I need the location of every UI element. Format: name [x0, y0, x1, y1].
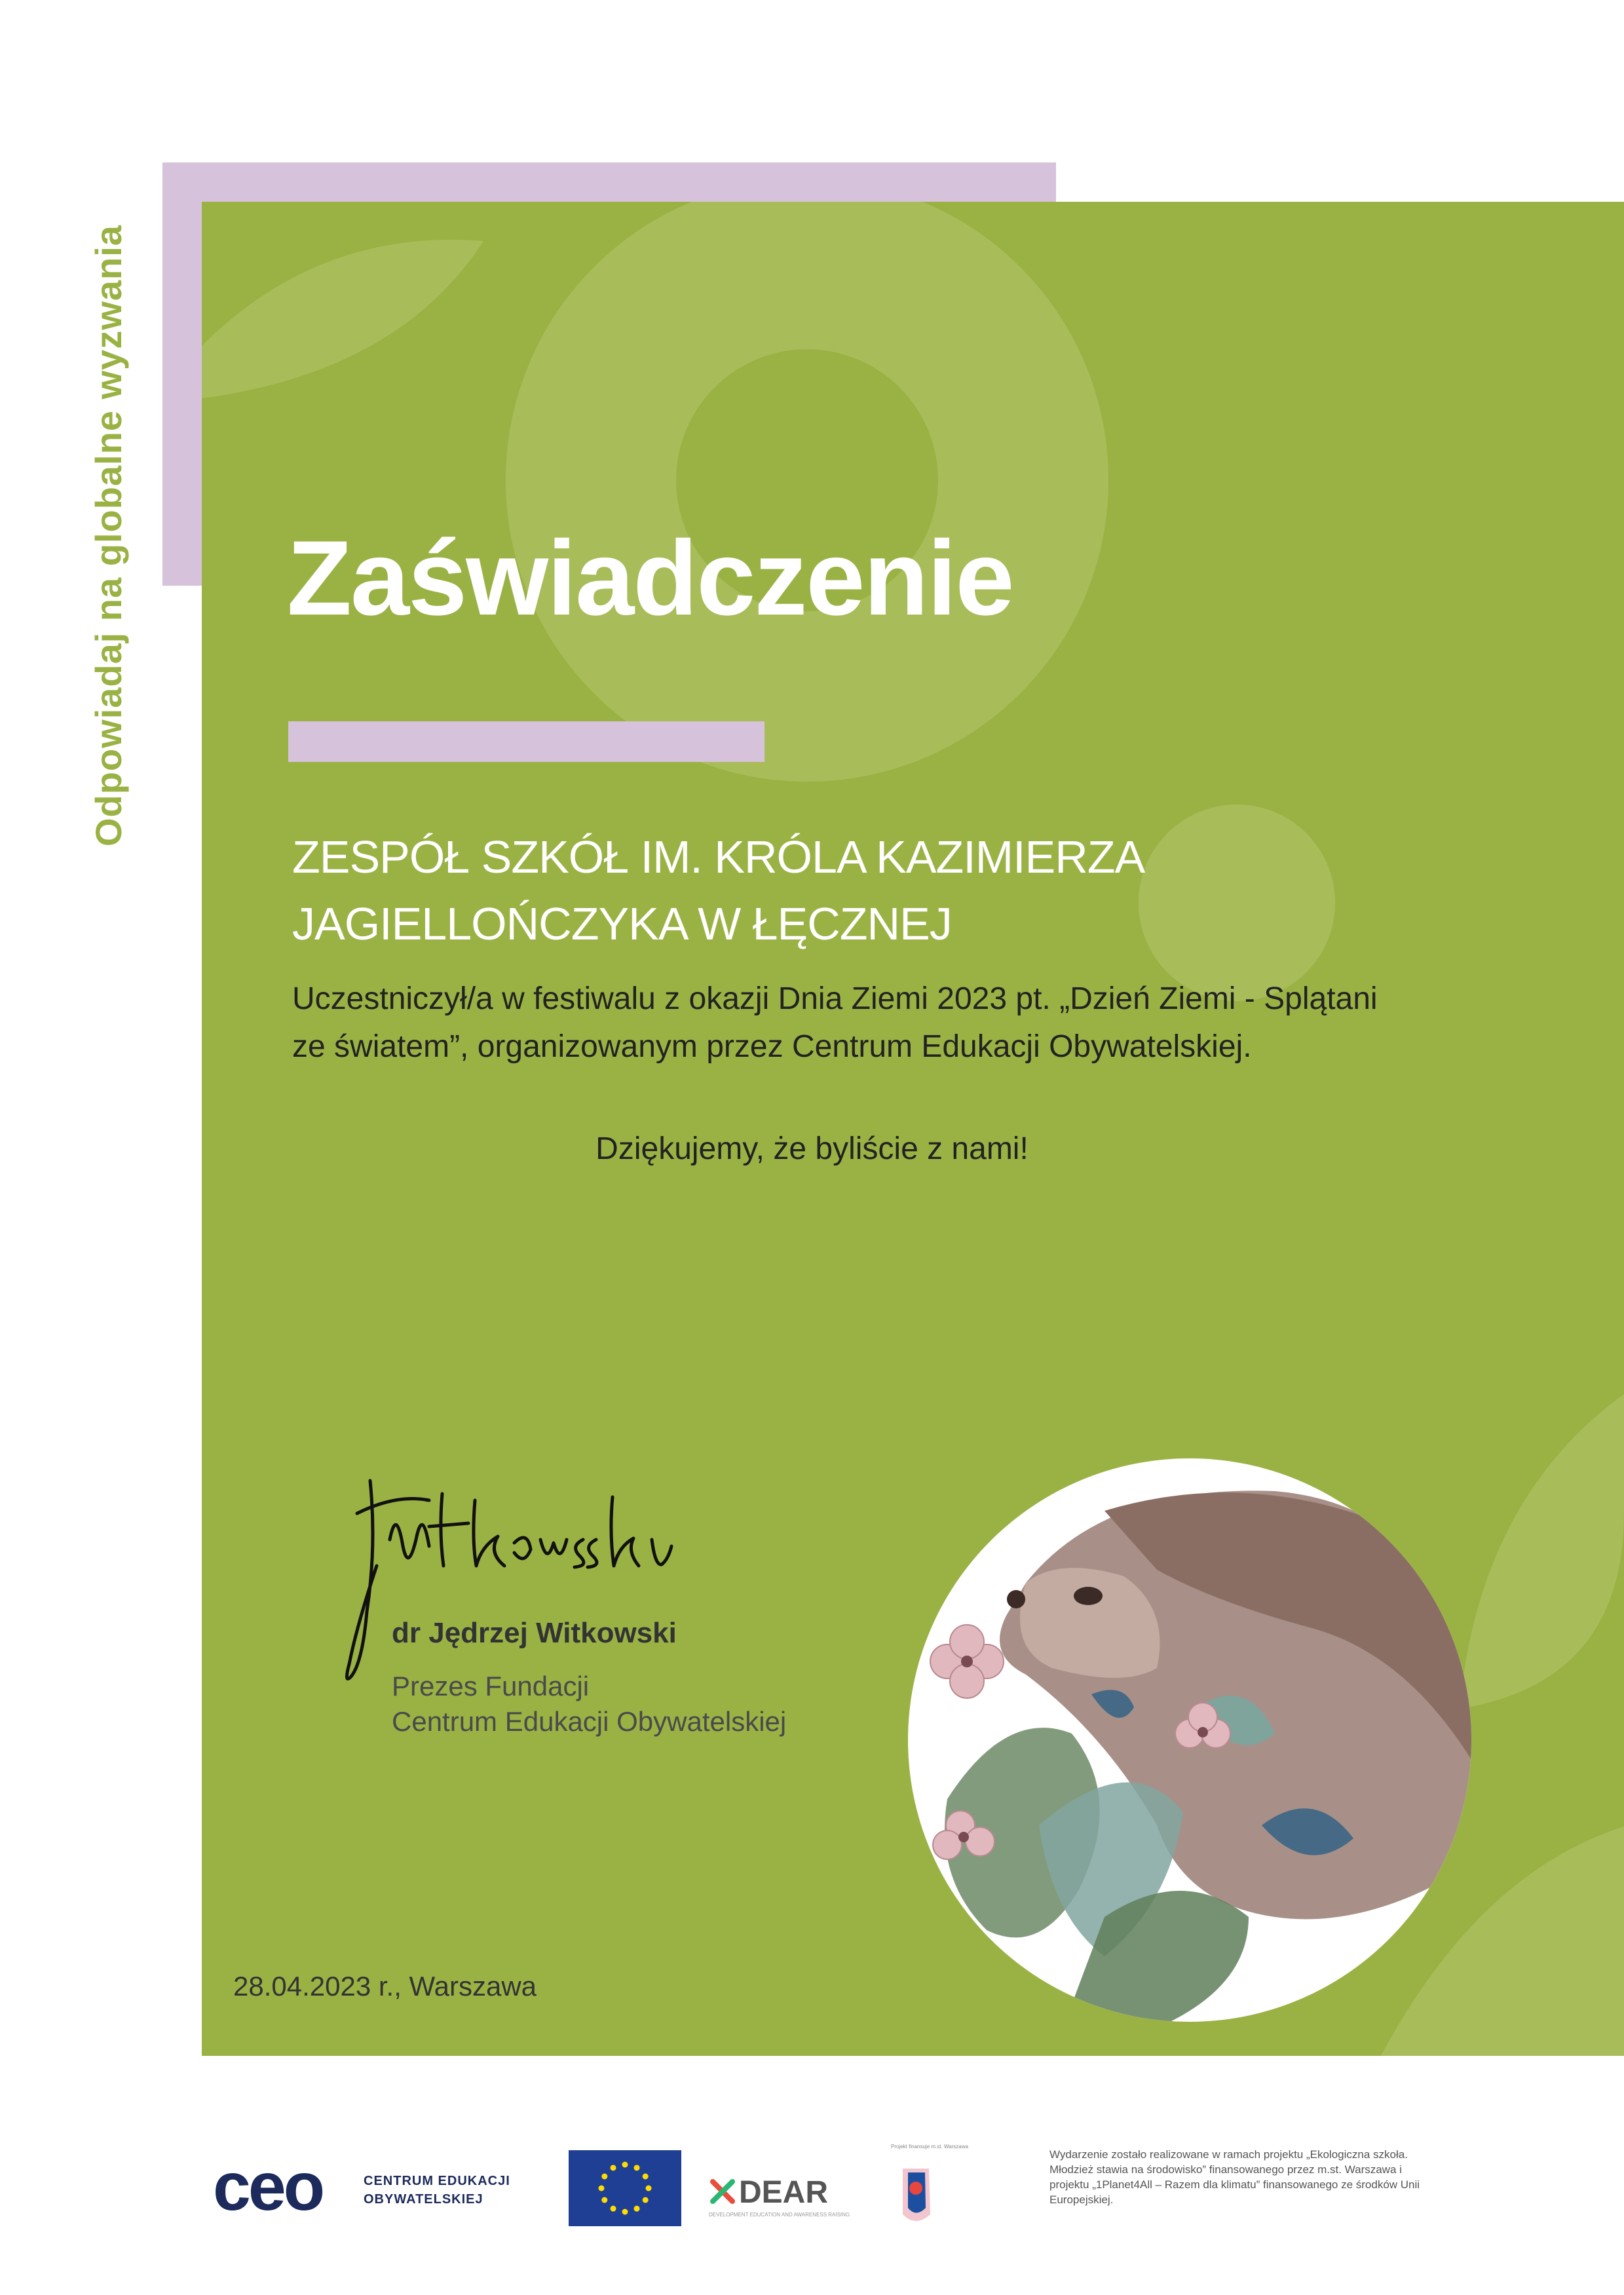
ceo-logo: ceo [213, 2149, 323, 2225]
city-badge-caption: Projekt finansuje m.st. Warszawa [891, 2144, 968, 2150]
eu-star-icon [634, 2165, 640, 2171]
eu-star-icon [634, 2206, 640, 2212]
bg-leaf-shape [202, 240, 483, 398]
title-underline-bar [288, 721, 765, 762]
eu-star-icon [611, 2206, 616, 2212]
school-name-line-2: JAGIELLOŃCZYKA W ŁĘCZNEJ [292, 898, 952, 949]
hedgehog-illustration [908, 1458, 1471, 2022]
dear-logo-text: DEAR [739, 2175, 829, 2210]
eu-flag-icon [569, 2150, 681, 2226]
signer-role-line-1: Prezes Fundacji [392, 1671, 590, 1701]
bg-leaf-shape-2 [1460, 1394, 1624, 1709]
funding-note-line-2: Młodzież stawia na środowisko” finansowanego przez m.st. Warszawa i [1049, 2163, 1402, 2176]
handwritten-signature [331, 1468, 685, 1690]
eu-star-icon [643, 2197, 649, 2203]
thank-you-text: Dziękujemy, że byliście z nami! [595, 1131, 1029, 1166]
flower-center-shape-2 [1198, 1727, 1208, 1737]
flower-shape-9 [966, 1827, 994, 1856]
eu-star-icon [601, 2197, 607, 2203]
dear-logo [709, 2169, 853, 2214]
eu-star-icon [599, 2186, 605, 2191]
dear-logo-subtitle: DEVELOPMENT EDUCATION AND AWARENESS RAISING [709, 2212, 850, 2218]
description-line-2: ze światem”, organizowanym przez Centrum Edukacji Obywatelskiej. [292, 1029, 1252, 1064]
flower-center-shape-3 [958, 1832, 969, 1842]
flower-center-shape [961, 1656, 973, 1667]
description-line-1: Uczestniczył/a w festiwalu z okazji Dnia Ziemi 2023 pt. „Dzień Ziemi - Splątani [292, 981, 1378, 1016]
eu-star-icon [622, 2162, 628, 2168]
flower-shape-10 [933, 1830, 962, 1859]
signer-role-line-2: Centrum Edukacji Obywatelskiej [392, 1706, 787, 1737]
ceo-logo-subtitle-2: OBYWATELSKIEJ [364, 2192, 483, 2207]
flower-shape-3 [950, 1625, 984, 1659]
funding-note-line-3: projektu „1Planet4All – Razem dla klimatu” finansowanego ze środków Unii [1049, 2178, 1420, 2191]
eu-star-icon [622, 2209, 628, 2215]
certificate-title: Zaświadczenie [287, 519, 1013, 637]
bg-circle-shape [1139, 805, 1335, 1001]
warsaw-city-badge [890, 2142, 949, 2234]
flower-shape-4 [950, 1664, 984, 1698]
funding-note-line-4: Europejskiej. [1049, 2193, 1114, 2206]
eu-star-icon [646, 2186, 652, 2191]
hedgehog-eye-shape [1074, 1587, 1103, 1605]
school-name-line-1: ZESPÓŁ SZKÓŁ IM. KRÓLA KAZIMIERZA [292, 831, 1145, 882]
funding-note-line-1: Wydarzenie zostało realizowane w ramach projektu „Ekologiczna szkoła. [1049, 2148, 1408, 2161]
ceo-logo-subtitle-1: CENTRUM EDUKACJI [364, 2174, 510, 2188]
date-and-place: 28.04.2023 r., Warszawa [233, 1971, 537, 2001]
eu-star-icon [611, 2165, 616, 2171]
hedgehog-nose-shape [1007, 1590, 1025, 1608]
eu-star-icon [643, 2174, 649, 2180]
eu-star-icon [601, 2174, 607, 2180]
signer-name: dr Jędrzej Witkowski [392, 1617, 677, 1649]
side-tagline: Odpowiadaj na globalne wyzwania [88, 225, 129, 846]
